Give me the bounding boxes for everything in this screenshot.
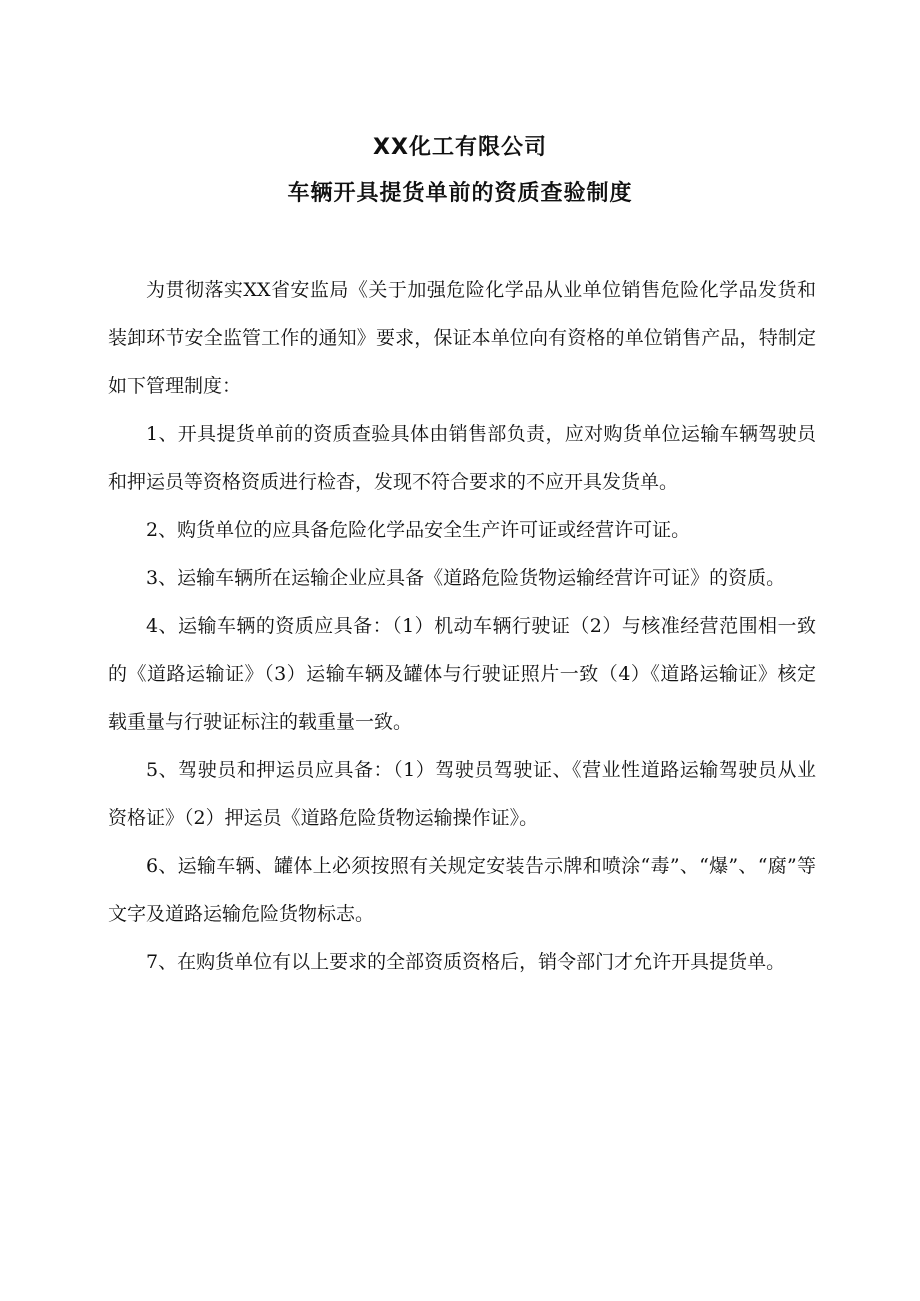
intro-paragraph: 为贯彻落实XX省安监局《关于加强危险化学品从业单位销售危险化学品发货和装卸环节安全监管工作的通知》要求，保证本单位向有资格的单位销售产品，特制定如下管理制度： <box>108 279 816 397</box>
document-title: 车辆开具提货单前的资质查验制度 <box>287 181 633 206</box>
company-name: XX化工有限公司 <box>373 135 547 160</box>
document-body <box>108 266 816 986</box>
clause-6: 6、运输车辆、罐体上必须按照有关规定安装告示牌和喷涂“毒”、“爆”、“腐”等文字及道路运输危险货物标志。 <box>108 855 816 925</box>
clause-3: 3、运输车辆所在运输企业应具备《道路危险货物运输经营许可证》的资质。 <box>146 567 786 589</box>
clause-4: 4、运输车辆的资质应具备：（1）机动车辆行驶证（2）与核准经营范围相一致的《道路运输证》（3）运输车辆及罐体与行驶证照片一致（4）《道路运输证》核定载重量与行驶证标注的载重量一致。 <box>108 615 816 733</box>
clause-5: 5、驾驶员和押运员应具备：（1）驾驶员驾驶证、《营业性道路运输驾驶员从业资格证》（2）押运员《道路危险货物运输操作证》。 <box>108 759 816 829</box>
clause-2: 2、购货单位的应具备危险化学品安全生产许可证或经营许可证。 <box>146 519 691 541</box>
clause-7: 7、在购货单位有以上要求的全部资质资格后，销令部门才允许开具提货单。 <box>146 951 786 973</box>
clause-1: 1、开具提货单前的资质查验具体由销售部负责，应对购货单位运输车辆驾驶员和押运员等资格资质进行检杳，发现不符合要求的不应开具发货单。 <box>108 423 816 493</box>
